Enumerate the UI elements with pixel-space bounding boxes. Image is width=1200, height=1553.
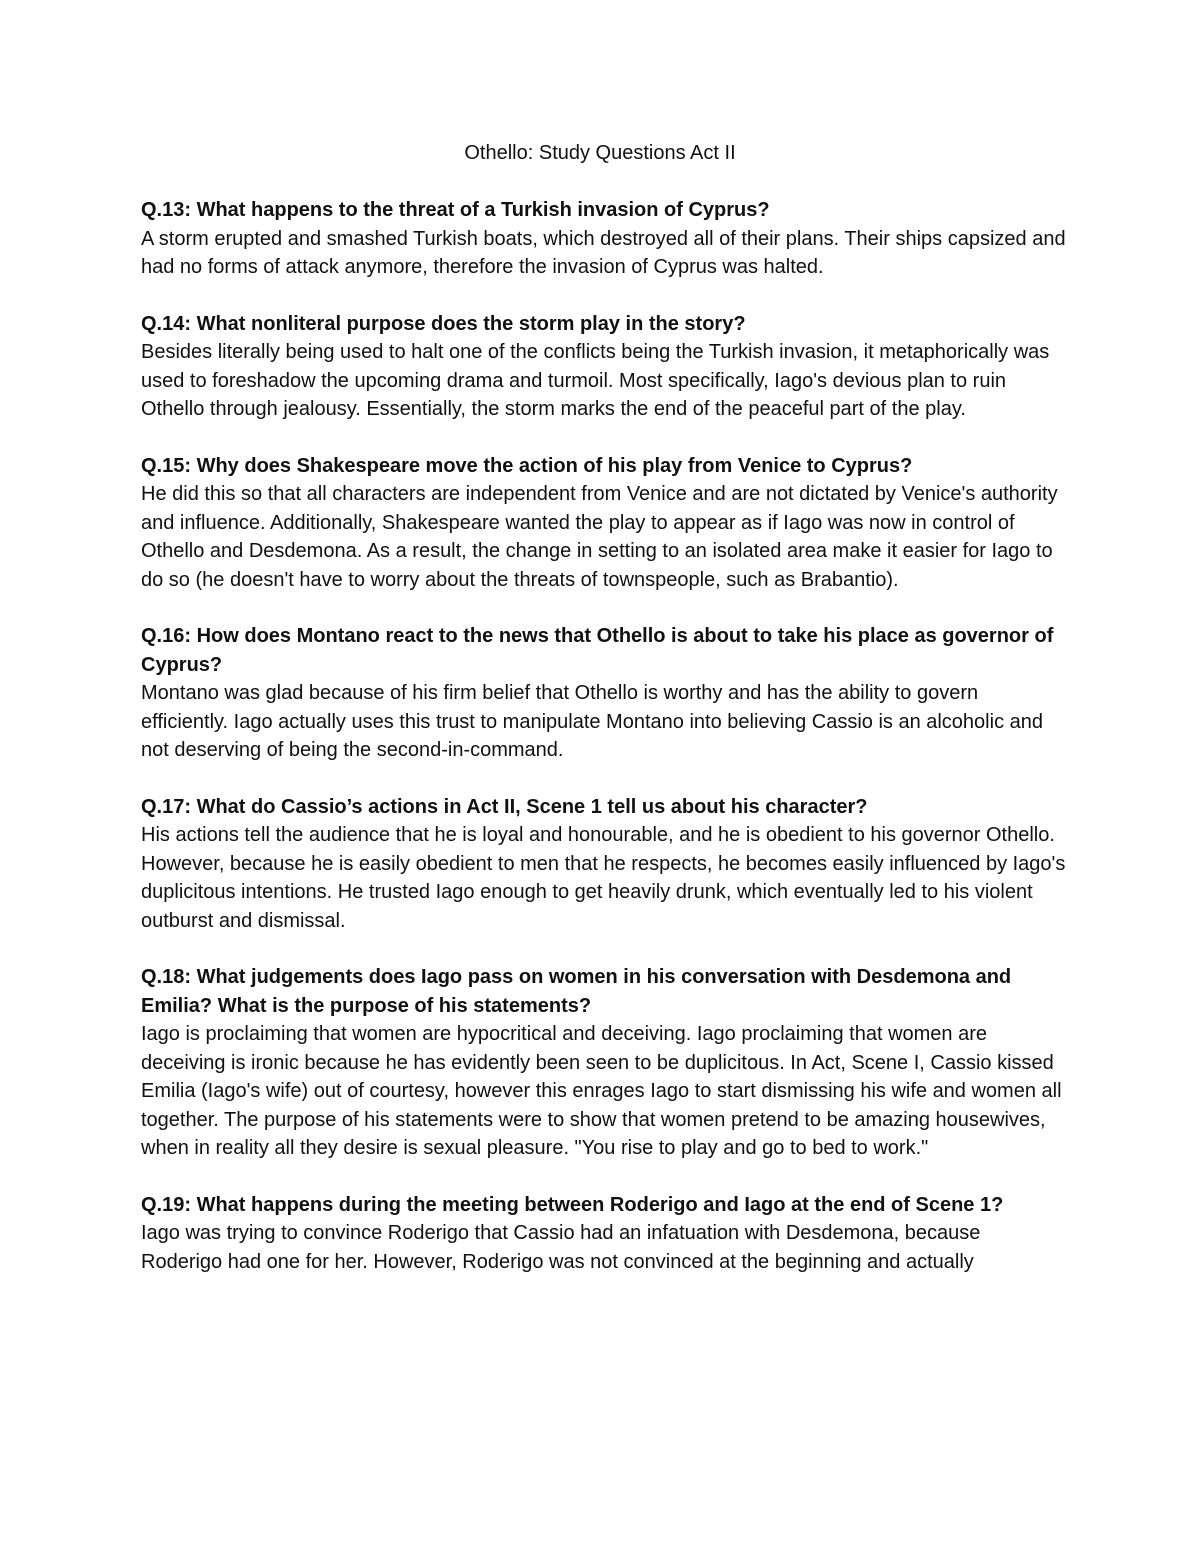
qa-block-q13	[141, 196, 1066, 282]
question-heading: Q.16: How does Montano react to the news that Othello is about to take his place as governor of Cyprus?	[141, 625, 1054, 676]
document-body	[141, 196, 1066, 1304]
answer-text: Iago is proclaiming that women are hypocritical and deceiving. Iago proclaiming that women are deceiving is ironic because he has evidently been seen to be duplicitous. In Act, Scene I, Cassio kissed Emilia (Iago's wife) out of courtesy, however this enrages Iago to start dismissing his wife and women all together. The purpose of his statements were to show that women pretend to be amazing housewives, when in reality all they desire is sexual pleasure. "You rise to play and go to bed to work."	[141, 1023, 1062, 1159]
question-heading: Q.14: What nonliteral purpose does the storm play in the story?	[141, 312, 746, 335]
qa-block-q15	[141, 452, 1066, 595]
document-title: Othello: Study Questions Act II	[464, 142, 736, 164]
answer-text: Montano was glad because of his firm belief that Othello is worthy and has the ability to govern efficiently. Iago actually uses this trust to manipulate Montano into believing Cassio is an alcoholic and not deserving of being the second-in-command.	[141, 682, 1043, 761]
question-heading: Q.15: Why does Shakespeare move the action of his play from Venice to Cyprus?	[141, 454, 913, 477]
qa-block-q16	[141, 622, 1066, 765]
answer-text: Besides literally being used to halt one of the conflicts being the Turkish invasion, it metaphorically was used to foreshadow the upcoming drama and turmoil. Most specifically, Iago's devious plan to ruin Othello through jealousy. Essentially, the storm marks the end of the peaceful part of the play.	[141, 341, 1050, 420]
qa-block-q14	[141, 310, 1066, 424]
answer-text: Iago was trying to convince Roderigo that Cassio had an infatuation with Desdemona, because Roderigo had one for her. However, Roderigo was not convinced at the beginning and actually	[141, 1222, 981, 1273]
answer-text: A storm erupted and smashed Turkish boats, which destroyed all of their plans. Their ships capsized and had no forms of attack anymore, therefore the invasion of Cyprus was halted.	[141, 227, 1066, 278]
qa-block-q18	[141, 963, 1066, 1163]
qa-block-q17	[141, 793, 1066, 936]
question-heading: Q.17: What do Cassio’s actions in Act II, Scene 1 tell us about his character?	[141, 795, 868, 818]
question-heading: Q.18: What judgements does Iago pass on women in his conversation with Desdemona and Emilia? What is the purpose of his statements?	[141, 966, 1012, 1017]
question-heading: Q.13: What happens to the threat of a Turkish invasion of Cyprus?	[141, 199, 770, 221]
qa-block-q19	[141, 1191, 1066, 1277]
answer-text: He did this so that all characters are independent from Venice and are not dictated by Venice's authority and influence. Additionally, Shakespeare wanted the play to appear as if Iago was now in control of Othello and Desdemona. As a result, the change in setting to an isolated area make it easier for Iago to do so (he doesn't have to worry about the threats of townspeople, such as Brabantio).	[141, 483, 1058, 591]
question-heading: Q.19: What happens during the meeting between Roderigo and Iago at the end of Scene 1?	[141, 1193, 1004, 1216]
answer-text: His actions tell the audience that he is loyal and honourable, and he is obedient to his governor Othello. However, because he is easily obedient to men that he respects, he becomes easily influenced by Iago's duplicitous intentions. He trusted Iago enough to get heavily drunk, which eventually led to his violent outburst and dismissal.	[141, 824, 1066, 932]
